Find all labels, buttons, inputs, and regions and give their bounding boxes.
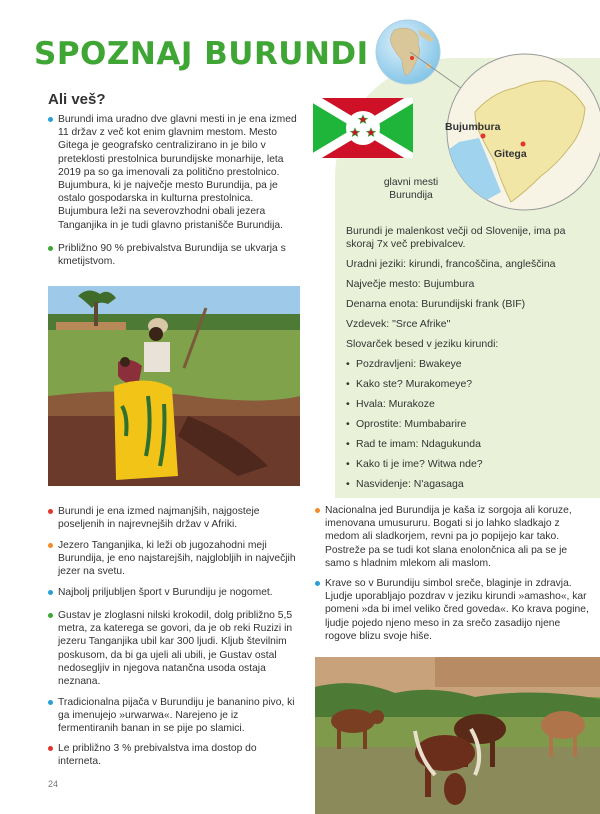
burundi-map [445, 52, 600, 212]
fact-largest-city: Največje mesto: Bujumbura [346, 278, 475, 290]
fact-bullet-text: Krave so v Burundiju simbol sreče, blaginje in zdravja. Ljudje uporabljajo pozdrav v jeziku kirundi »amasho«, kar pomeni »da bi imel veliko čred goveda«. Ko krava pogine, ljudje pojedo njeno meso in za srečo zasadijo njene rogove blizu svoje hiše. [325, 578, 589, 642]
fact-bullet-item [325, 577, 590, 643]
map-label-bujumbura: Bujumbura [445, 121, 501, 133]
fact-bullet-text: Tradicionalna pijača v Burundiju je bananino pivo, ki ga imenujejo »urwarwa«. Narejeno je iz fermentiranih banan in se pije po slamici. [58, 697, 295, 735]
bullet [48, 613, 53, 618]
bullet [48, 700, 53, 705]
fact-currency: Denarna enota: Burundijski frank (BIF) [346, 298, 526, 310]
bujumbura-marker [481, 134, 486, 139]
section-heading: Ali veš? [48, 91, 106, 108]
intro-item [58, 242, 298, 268]
bullet [48, 543, 53, 548]
intro-item-text: Burundi ima uradno dve glavni mesti in je ena izmed 11 držav z več kot enim glavnim mestom. Mesto Gitega je geografsko centralizirano in je bilo v preteklosti prestolnica burundijske monarhije, leta 2019 pa so ga imenovali za politično prestolnico. Bujumbura, ki je največje mesto Burundija, pa je ostalo gospodarska in kulturna prestolnica. Bujumbura leži na severovzhodni obali jezera Tanganjika in je tudi glavno pristanišče Burundija. [58, 114, 297, 231]
bullet [48, 590, 53, 595]
bullet [48, 246, 53, 251]
fact-bullet-item [58, 609, 298, 688]
page-title: SPOZNAJ BURUNDI [34, 36, 369, 72]
bullet [48, 117, 53, 122]
fact-bullet-text: Jezero Tanganjika, ki leži ob jugozahodni meji Burundija, je eno najstarejših, najglobljih in največjih jezer na svetu. [58, 540, 296, 578]
bullet [315, 508, 320, 513]
bullet [315, 581, 320, 586]
phrase-item: • Pozdravljeni: Bwakeye [346, 358, 586, 371]
fact-bullet-text: Nacionalna jed Burundija je kaša iz sorgoja ali koruze, imenovana umusururu. Bogati si jo lahko sladkajo z medom ali sladkorjem, revni pa jo popijejo kar tako. Postreže pa se tudi kot slana enolončnica ali pa se je samo s hladnim mlekom ali maslom. [325, 505, 572, 569]
fact-bullet-item [58, 696, 298, 736]
phrase-item: • Kako ste? Murakomeye? [346, 378, 586, 391]
fact-bullet-item [58, 742, 298, 768]
dictionary-title: Slovarček besed v jeziku kirundi: [346, 338, 499, 350]
phrase-item: • Hvala: Murakoze [346, 398, 586, 411]
fact-bullet-text: Le približno 3 % prebivalstva ima dostop do interneta. [58, 743, 257, 768]
intro-item [58, 113, 298, 232]
bullet [48, 746, 53, 751]
fact-bullet-text: Gustav je zloglasni nilski krokodil, dolg približno 5,5 metra, za katerega se govori, da je ob reki Ruzizi in jezeru Tanganjika ubil kar 300 ljudi. Kljub številnim poskusom, da bi ga ujeli ali ubili, je Gustav ostal nedosegljiv in njegova natančna usoda ostaja neznana. [58, 610, 293, 688]
map-label-gitega: Gitega [494, 148, 527, 160]
fact-bullet-item [58, 505, 298, 531]
page-number: 24 [48, 779, 59, 789]
phrase-item: • Oprostite: Mumbabarire [346, 418, 586, 431]
cattle-photo [315, 657, 600, 814]
facts-list [346, 225, 586, 498]
fact-bullet-text: Najbolj priljubljen šport v Burundiju je nogomet. [58, 587, 273, 598]
phrase-item: • Kako ti je ime? Witwa nde? [346, 458, 586, 471]
fact-bullet-item [325, 504, 590, 570]
fact-languages: Uradni jeziki: kirundi, francoščina, angleščina [346, 258, 556, 270]
intro-item-text: Približno 90 % prebivalstva Burundija se ukvarja s kmetijstvom. [58, 243, 286, 268]
burundi-flag [313, 98, 413, 158]
phrase-item: • Rad te imam: Ndagukunda [346, 438, 586, 451]
fact-nickname: Vzdevek: "Srce Afrike" [346, 318, 451, 330]
farmer-photo [48, 286, 300, 486]
fact-bullet-text: Burundi je ena izmed najmanjših, najgosteje poseljenih in najrevnejših držav v Afriki. [58, 506, 260, 531]
map-caption: glavni mesti Burundija [383, 177, 439, 201]
bullet [48, 509, 53, 514]
gitega-marker [521, 142, 526, 147]
fact-bullet-item [58, 539, 298, 579]
fact-bullet-item [58, 586, 298, 599]
fact-intro: Burundi je malenkost večji od Slovenije, ima pa skoraj 7x več prebivalcev. [346, 225, 566, 250]
phrase-item: • Nasvidenje: N'agasaga [346, 478, 586, 491]
